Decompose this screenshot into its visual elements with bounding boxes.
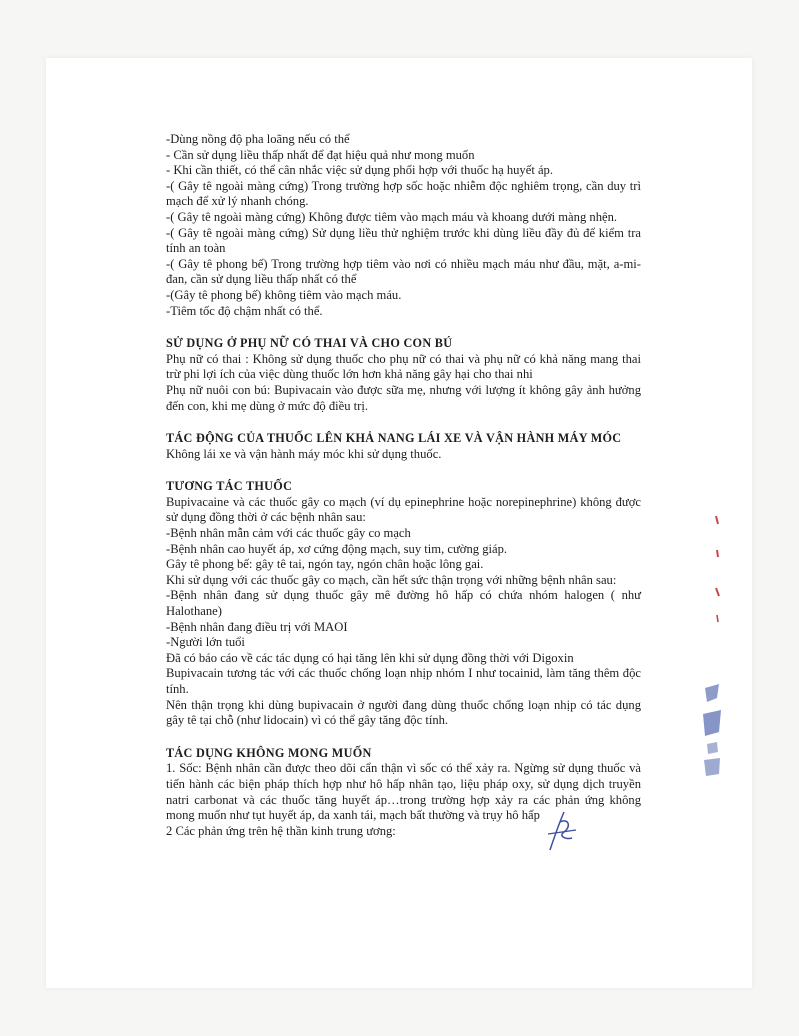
body-line: - Cần sử dụng liều thấp nhất để đạt hiệu quả như mong muốn: [166, 147, 475, 162]
body-line: Phụ nữ có thai : Không sử dụng thuốc cho phụ nữ có thai và phụ nữ có khả năng mang thai trừ phi lợi ích của việc dùng thuốc lớn hơn khả năng gây hại cho thai nhi: [166, 351, 641, 382]
section-heading: TƯƠNG TÁC THUỐC: [166, 479, 293, 494]
body-line: Gây tê phong bế: gây tê tai, ngón tay, ngón chân hoặc lông gai.: [166, 557, 484, 572]
body-line: Đã có báo cáo về các tác dụng có hại tăng lên khi sử dụng đồng thời với Digoxin: [166, 650, 574, 665]
document-body: [166, 132, 641, 839]
body-line: -Dùng nồng độ pha loãng nếu có thể: [166, 132, 350, 146]
section-heading: SỬ DỤNG Ở PHỤ NỮ CÓ THAI VÀ CHO CON BÚ: [166, 336, 453, 351]
body-line: -(Gây tê phong bế) không tiêm vào mạch máu.: [166, 287, 402, 302]
body-line: Nên thận trọng khi dùng bupivacain ở người đang dùng thuốc chống loạn nhịp có tác dụng gây tê tại chỗ (như lidocain) vì có thể gây tăng độc tính.: [166, 697, 641, 728]
body-line: Bupivacaine và các thuốc gây co mạch (ví dụ epinephrine hoặc norepinephrine) không được sử dụng đồng thời ở các bệnh nhân sau:: [166, 494, 641, 525]
body-line: -( Gây tê ngoài màng cứng) Không được tiêm vào mạch máu và khoang dưới màng nhện.: [166, 209, 618, 224]
driving-section: [166, 431, 641, 462]
body-line: -( Gây tê ngoài màng cứng) Sử dụng liều thử nghiệm trước khi dùng liều đầy đủ để kiểm tra tính an toàn: [166, 225, 641, 256]
body-line: -Bệnh nhân đang điều trị với MAOI: [166, 619, 348, 634]
red-margin-marks: [712, 510, 722, 630]
interactions-section: [166, 479, 641, 729]
body-line: -( Gây tê ngoài màng cứng) Trong trường hợp sốc hoặc nhiễm độc nghiêm trọng, cần duy trì mạch để xử lý nhanh chóng.: [166, 178, 641, 209]
body-line: 1. Sốc: Bệnh nhân cần được theo dõi cẩn thận vì sốc có thể xảy ra. Ngừng sử dụng thuốc và tiến hành các biện pháp thích hợp như hô hấp nhân tạo, liệu pháp oxy, sử dụng dịch truyền natri carbonat và các thuốc tăng huyết áp…trong trường hợp xảy ra các phản ứng không mong muốn như tụt huyết áp, da xanh tái, mạch bất thường và trụy hô hấp: [166, 761, 641, 823]
pregnancy-section: [166, 336, 641, 414]
body-line: -Tiêm tốc độ chậm nhất có thể.: [166, 303, 323, 318]
body-line: -Bệnh nhân mẫn cảm với các thuốc gây co mạch: [166, 526, 411, 541]
signature: [540, 808, 580, 854]
body-line: -Bệnh nhân đang sử dụng thuốc gây mê đường hô hấp có chứa nhóm halogen ( như Halothane): [166, 588, 641, 619]
body-line: Phụ nữ nuôi con bú: Bupivacain vào được sữa mẹ, nhưng với lượng ít không gây ảnh hưởng đến con, khi mẹ dùng ở mức độ điều trị.: [166, 382, 641, 413]
body-line: Không lái xe và vận hành máy móc khi sử dụng thuốc.: [166, 446, 442, 461]
stamp-fragment: [697, 680, 727, 780]
section-heading: TÁC DỤNG KHÔNG MONG MUỐN: [166, 745, 372, 760]
body-line: - Khi cần thiết, có thể cân nhắc việc sử dụng phối hợp với thuốc hạ huyết áp.: [166, 163, 554, 178]
body-line: -Người lớn tuổi: [166, 635, 245, 650]
section-heading: TÁC ĐỘNG CỦA THUỐC LÊN KHẢ NANG LÁI XE VÀ VẬN HÀNH MÁY MÓC: [166, 431, 622, 446]
body-line: Bupivacain tương tác với các thuốc chống loạn nhịp nhóm I như tocainid, làm tăng thêm độc tính.: [166, 666, 641, 696]
body-line: Khi sử dụng với các thuốc gây co mạch, cần hết sức thận trọng với những bệnh nhân sau:: [166, 572, 617, 587]
body-line: -Bệnh nhân cao huyết áp, xơ cứng động mạch, suy tim, cường giáp.: [166, 541, 508, 556]
body-line: -( Gây tê phong bế) Trong trường hợp tiêm vào nơi có nhiều mạch máu như đầu, mặt, a-mi-đan, cần sử dụng liều thấp nhất có thể: [166, 256, 641, 287]
precautions-section: [166, 132, 641, 319]
body-line: 2 Các phản ứng trên hệ thần kinh trung ương:: [166, 823, 396, 838]
